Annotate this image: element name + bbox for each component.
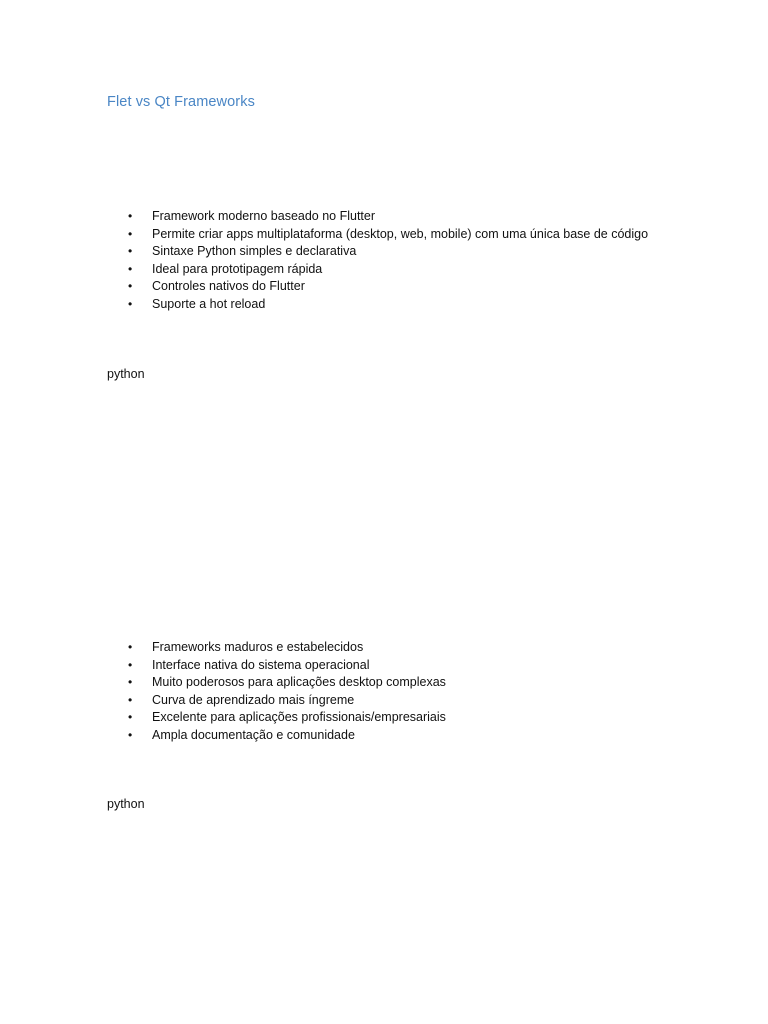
- bullet-icon: •: [128, 279, 133, 293]
- bullet-icon: •: [128, 692, 133, 707]
- bullet-icon: •: [128, 657, 133, 672]
- bullet-icon: •: [128, 710, 133, 724]
- bullet-icon: •: [128, 261, 133, 276]
- bullet-icon: •: [128, 209, 133, 223]
- list-item-text: Controles nativos do Flutter: [152, 279, 305, 293]
- list-item-text: Suporte a hot reload: [152, 296, 266, 311]
- list-item-text: Ampla documentação e comunidade: [152, 727, 355, 742]
- bullet-icon: •: [128, 727, 133, 742]
- list-item-text: Excelente para aplicações profissionais/empresariais: [152, 710, 446, 724]
- document-title: Flet vs Qt Frameworks: [107, 94, 255, 110]
- list-item-text: Permite criar apps multiplataforma (desktop, web, mobile) com uma única base de código: [152, 226, 649, 241]
- list-item-text: Interface nativa do sistema operacional: [152, 657, 370, 672]
- list-item-text: Framework moderno baseado no Flutter: [152, 209, 376, 223]
- bullet-icon: •: [128, 244, 133, 258]
- bullet-icon: •: [128, 675, 133, 689]
- bullet-icon: •: [128, 296, 133, 311]
- list-item-text: Sintaxe Python simples e declarativa: [152, 244, 357, 258]
- list-item-text: Muito poderosos para aplicações desktop complexas: [152, 675, 446, 689]
- list-item-text: Ideal para prototipagem rápida: [152, 261, 323, 276]
- bullet-icon: •: [128, 640, 133, 654]
- bullet-icon: •: [128, 226, 133, 241]
- list-item-text: Curva de aprendizado mais íngreme: [152, 692, 355, 707]
- list-item-text: Frameworks maduros e estabelecidos: [152, 640, 364, 654]
- code-language-label: python: [107, 367, 145, 381]
- code-language-label: python: [107, 797, 145, 811]
